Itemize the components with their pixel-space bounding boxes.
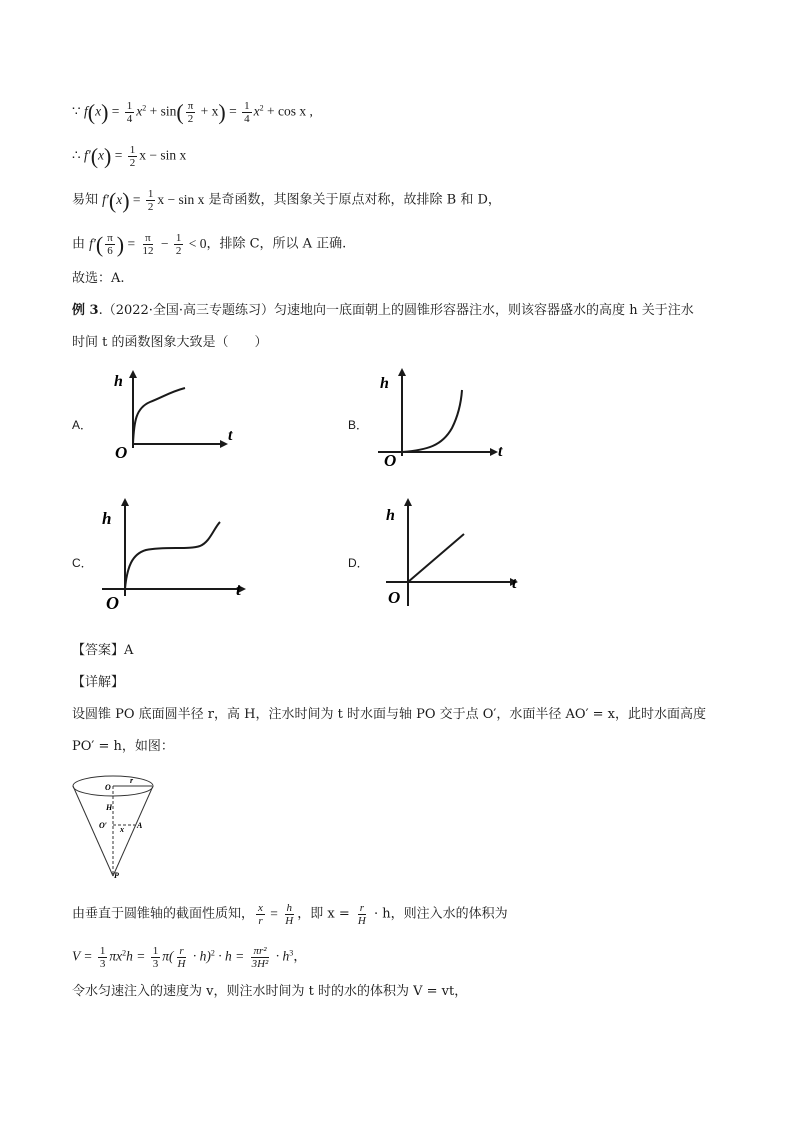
f-prime-symbol: f′ [89, 235, 96, 251]
detail-volume-formula [72, 945, 307, 970]
frac-num: π [145, 232, 151, 244]
paren-open: ( [176, 99, 184, 125]
option-a-label[interactable]: A． [72, 418, 93, 432]
x-var: x [116, 191, 123, 207]
line-f-prime [72, 144, 186, 169]
t-arrow-icon [220, 440, 228, 448]
frac-den: 3H² [251, 958, 269, 970]
fraction-1-2 [146, 188, 156, 213]
fraction-pi-2 [186, 100, 196, 125]
text: · h = [214, 948, 248, 964]
t-arrow-icon [490, 448, 498, 456]
curve [402, 390, 462, 452]
h-arrow-icon [404, 498, 412, 506]
line [408, 534, 464, 582]
frac-den: 2 [187, 113, 194, 125]
text: 由垂直于圆锥轴的截面性质知， [72, 906, 255, 922]
origin-label: O [106, 593, 119, 613]
text: ，排除 C，所以 A 正确. [206, 236, 347, 252]
label-h: H [106, 803, 113, 812]
text: h = [126, 948, 149, 964]
frac-num: 1 [147, 188, 154, 200]
origin-label: O [384, 451, 397, 470]
text: ， [293, 948, 307, 964]
example-text: .（2022·全国·高三专题练习）匀速地向一底面朝上的圆锥形容器注水，则该容器盛水的高度 h 关于注水 [98, 303, 694, 318]
label-x: x [120, 825, 124, 834]
frac-num: 1 [175, 232, 182, 244]
therefore-symbol: ∴ [72, 147, 84, 163]
frac-num: r [179, 945, 184, 957]
frac-num: h [286, 902, 292, 914]
equals: = [111, 147, 126, 163]
origin-label: O [115, 443, 128, 462]
frac-den: 12 [142, 245, 154, 257]
frac-den: 4 [126, 113, 133, 125]
plus-cos: + cos x , [263, 103, 313, 119]
f-prime-symbol: f′ [83, 147, 91, 163]
because-symbol: ∵ [72, 103, 84, 119]
frac-num: π [107, 232, 113, 244]
fraction-x-r [256, 902, 265, 927]
frac-num: 1 [126, 100, 133, 112]
fraction-r-H [176, 945, 188, 970]
equals: = [225, 103, 241, 119]
f-prime-symbol: f′ [102, 191, 109, 207]
example-3-question [72, 303, 694, 319]
fraction-1-2 [174, 232, 184, 257]
line-choose-a: 故选：A. [72, 271, 125, 286]
h-label: h [114, 373, 123, 390]
text: · h) [189, 948, 211, 964]
h-label: h [386, 507, 395, 524]
equals: = [129, 191, 144, 207]
example-3-question-line2: 时间 t 的函数图象大致是（ ） [72, 335, 268, 350]
h-arrow-icon [129, 370, 137, 378]
frac-den: 2 [147, 201, 154, 213]
x-var: x [98, 147, 105, 163]
answer: 【答案】A [72, 643, 134, 658]
less-than-zero: < 0 [185, 235, 207, 251]
x-minus-sin: x − sin x [139, 147, 187, 163]
plus-sin: + sin [146, 103, 177, 119]
frac-den: 3 [152, 958, 159, 970]
x-var: x [95, 103, 102, 119]
x-var: x [253, 103, 260, 119]
line-eliminate-c: 由 f′( $\frac{\pi}{6}$ ) = $\frac{\pi}{12}$ − $\frac{1}{2}$ < 0，排除 C，所以 A 正确. [72, 231, 347, 257]
frac-den: 4 [244, 113, 250, 125]
frac-num: x [258, 902, 263, 914]
option-b-graph[interactable] [372, 366, 512, 470]
text: 易知 [72, 192, 103, 208]
label-o: O [105, 783, 111, 792]
text: ，即 x = [297, 906, 354, 922]
cone-left-edge [73, 786, 113, 876]
fraction-h-H [283, 902, 295, 927]
exponent: 2 [122, 948, 127, 958]
fraction-1-3 [151, 945, 161, 970]
text: V = [72, 948, 96, 964]
option-d-graph[interactable] [382, 496, 532, 608]
detail-paragraph-1: 设圆锥 PO 底面圆半径 r，高 H，注水时间为 t 时水面与轴 PO 交于点 O′，水面半径 AO′ = x，此时水面高度 [72, 707, 707, 722]
h-arrow-icon [121, 498, 129, 506]
detail-paragraph-5: 令水匀速注入的速度为 v，则注水时间为 t 时的水的体积为 V = vt， [72, 984, 468, 999]
label-o-prime: O′ [99, 821, 108, 830]
h-arrow-icon [398, 368, 406, 376]
fraction-1-4 [242, 100, 252, 125]
paren-close: ) [218, 99, 226, 125]
fraction-r-H [356, 902, 368, 927]
frac-den: r [258, 915, 263, 927]
text: · h [272, 948, 290, 964]
paren-open: ( [87, 99, 96, 125]
frac-num: r [359, 902, 364, 914]
fraction-1-3 [98, 945, 108, 970]
fraction-1-4 [125, 100, 135, 125]
h-label: h [380, 375, 389, 392]
detail-cross-section: 由垂直于圆锥轴的截面性质知， $\frac{x}{r}$ = $\frac{h}{H}$ ，即 x = $\frac{r}{H}$ · h，则注入水的体积为 [72, 902, 508, 927]
paren-open: ( [108, 187, 117, 213]
detail-title: 【详解】 [72, 675, 125, 690]
equals: = [124, 235, 139, 251]
fraction-pi-r2 [250, 945, 271, 970]
label-p: P [114, 871, 119, 880]
frac-den: H [177, 958, 186, 970]
frac-den: 2 [175, 245, 182, 257]
frac-num: πr² [253, 945, 267, 957]
curve [125, 522, 220, 589]
text: πx [109, 948, 123, 964]
option-c-graph[interactable] [96, 492, 256, 612]
t-label: t [228, 427, 233, 444]
frac-den: 2 [129, 157, 136, 169]
h-label: h [102, 509, 112, 528]
frac-num: 1 [129, 144, 136, 156]
curve [133, 388, 185, 444]
x-var: x [136, 103, 143, 119]
option-d-label[interactable]: D． [348, 556, 369, 570]
exponent: 3 [289, 948, 294, 958]
line-f-definition [72, 100, 313, 125]
frac-num: 1 [244, 100, 250, 112]
t-label: t [236, 580, 241, 599]
fraction-pi-12 [140, 232, 155, 257]
paren-open: ( [95, 231, 104, 257]
text: 是奇函数，其图象关于原点对称，故排除 B 和 D， [204, 192, 501, 208]
text: 由 [72, 236, 90, 252]
paren-close: ) [101, 99, 109, 125]
paren-close: ) [104, 143, 112, 169]
plus-x: + x [197, 103, 219, 119]
paren-open: ( [90, 143, 99, 169]
detail-paragraph-2: PO′ = h，如图： [72, 739, 174, 754]
frac-den: 6 [107, 245, 113, 257]
f-symbol: f [83, 103, 88, 119]
paren-close: ) [122, 187, 130, 213]
option-a-graph[interactable] [100, 366, 240, 462]
x-minus-sin: x − sin x [157, 191, 205, 207]
example-label: 例 3 [72, 303, 99, 318]
equals: = [108, 103, 123, 119]
frac-den: 3 [99, 958, 106, 970]
paren-close: ) [116, 231, 125, 257]
frac-num: 1 [99, 945, 106, 957]
fraction-pi-6 [105, 232, 115, 257]
t-label: t [512, 575, 517, 592]
option-b-label[interactable]: B． [348, 418, 369, 432]
frac-den: H [285, 915, 294, 927]
origin-label: O [388, 588, 401, 607]
frac-num: π [187, 100, 194, 112]
cone-diagram [70, 768, 160, 882]
frac-num: 1 [152, 945, 159, 957]
exponent: 2 [210, 948, 215, 958]
exponent: 2 [142, 103, 147, 113]
label-r: r [130, 776, 134, 785]
frac-den: H [357, 915, 366, 927]
label-a: A [137, 821, 143, 830]
text: π( [162, 948, 174, 964]
option-c-label[interactable]: C． [72, 556, 93, 570]
cone-right-edge [113, 786, 153, 876]
t-label: t [498, 443, 503, 460]
fraction-1-2 [128, 144, 138, 169]
exponent: 2 [259, 103, 264, 113]
line-odd-function [72, 188, 501, 213]
text: · h，则注入水的体积为 [369, 906, 508, 922]
